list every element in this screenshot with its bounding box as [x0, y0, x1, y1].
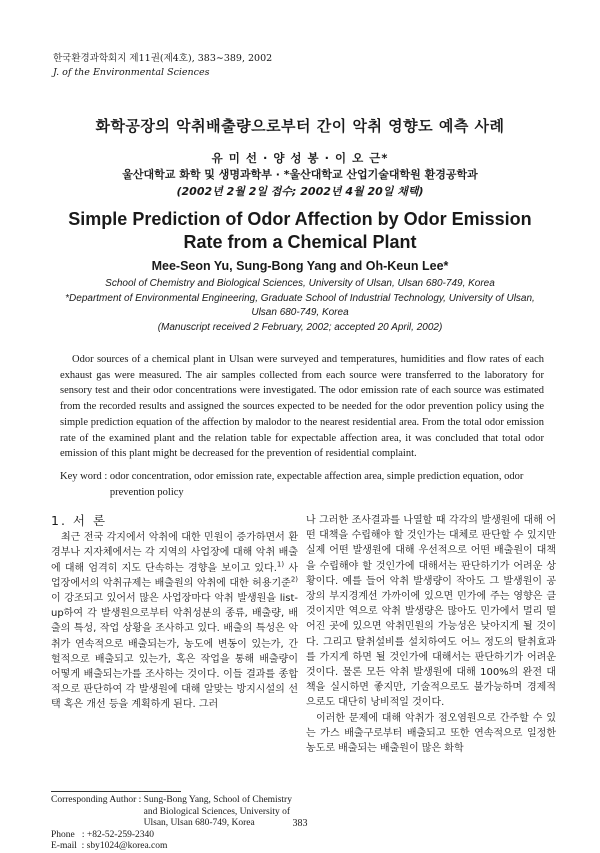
corr-author-text: Sung-Bong Yang, School of Chemistry and Biological Sciences, University of Ulsan, Ulsan 680-749, Korea [143, 795, 292, 828]
english-title-line2: Rate from a Chemical Plant [183, 232, 417, 252]
journal-citation-ko: 한국환경과학회지 제11권(제4호), 383∼389, 2002 [53, 53, 273, 64]
keywords-text: odor concentration, odor emission rate, expectable affection area, simple prediction equation, odor prevention policy [109, 471, 524, 498]
english-title [0, 208, 600, 254]
affiliation-line3: Ulsan 680-749, Korea [251, 307, 349, 319]
phone-number: +82-52-259-2340 [86, 829, 154, 840]
korean-affiliation: 울산대학교 화학 및 생명과학부 · *울산대학교 산업기술대학원 환경공학과 [122, 168, 478, 181]
footnote-divider [51, 791, 181, 792]
journal-name-en: J. of the Environmental Sciences [53, 67, 210, 78]
right-column [306, 513, 556, 756]
affiliation-line1: School of Chemistry and Biological Sciences, University of Ulsan, Ulsan 680-749, Korea [105, 278, 495, 289]
section-heading: 1. 서 론 [51, 513, 108, 528]
citation-2: 2) [290, 575, 298, 584]
keywords-label: Key word : [60, 471, 110, 482]
korean-authors: 유 미 선 · 양 성 봉 · 이 오 근* [211, 151, 389, 165]
left-column [51, 513, 298, 713]
intro-paragraph-2: 이러한 문제에 대해 악취가 점오염원으로 간주할 수 있는 가스 배출구로부터 배출되고 또한 연속적으로 일정한 농도로 배출되는 배출원이 많은 화학 [306, 712, 556, 755]
email-address: sby1024@korea.com [86, 841, 168, 851]
affiliation-line2: *Department of Environmental Engineering, Graduate School of Industrial Technology, University of Ulsan, [65, 292, 535, 304]
citation-1: 1) [276, 560, 285, 569]
english-title-line1: Simple Prediction of Odor Affection by Odor Emission [68, 209, 532, 229]
manuscript-dates: (Manuscript received 2 February, 2002; accepted 20 April, 2002) [157, 321, 443, 333]
intro-text-b: 사업장에서의 악취규제는 배출원의 악취에 대한 허용기준 [51, 562, 298, 589]
page-number: 383 [292, 818, 308, 829]
keywords [60, 469, 544, 500]
corr-author-label: Corresponding Author : [51, 795, 144, 805]
intro-continuation: 나 그러한 조사결과를 나열할 때 각각의 발생원에 대해 어떤 대책을 수립해야 할 것인가는 대체로 판단할 수 있지만 실제 어떤 발생원에 대해 우선적으로 어떤 배출원이 대책을 수립해야 할 것인가에 대해서는 판단하기가 어려운 상황이다. 예를 들어 악취 발생량이 작아도 그 발생원이 공장의 부지경계선 가까이에 있으면 민가에 주는 영향은 클 것이지만 역으로 악취 발생량은 많아도 민가에서 멀리 떨어진 곳에 있으면 악취민원의 가능성은 낮아지게 될 것이다. 그리고 탈취설비를 설치하여도 어느 정도의 탈취효과를 가지게 하면 될 것인가에 대해서는 판단하기가 어려운 것이다. 물론 모든 악취 발생원에 대해 100%의 완전 대책을 실시하면 좋지만, 기술적으로도 불가능하며 경제적으로도 대단히 낭비적일 것이다. [306, 515, 556, 709]
abstract: Odor sources of a chemical plant in Ulsan were surveyed and temperatures, humidities and flow rates of each exhaust gas were measured. The air samples collected from each source were transferred to the laboratory for sensory test and their odor concentrations were investigated. The odor emission rate of each source was estimated from the recorded results and assigned the sources expected to be needed for the odor prevention policy using the simple prediction equation of the affection by malodor to the nearest residential area. From the total odor emission rate of the examined plant and the relation table for expectable affection area, it was concluded that total odor emission of this plant might be decreased for the prevention of residential complaint. [60, 354, 544, 460]
english-affiliation [40, 277, 560, 335]
english-authors: Mee-Seon Yu, Sung-Bong Yang and Oh-Keun Lee* [151, 259, 449, 273]
email-label: E-mail : [51, 841, 87, 851]
phone-label: Phone : [51, 829, 87, 840]
journal-header [53, 52, 272, 80]
intro-text-a: 최근 전국 각지에서 악취에 대한 민원이 증가하면서 환경부나 지자체에서는 각 지역의 사업장에 대해 악취 배출에 대해 엄격히 지도 단속하는 경향을 보이고 있다. [51, 532, 298, 574]
intro-paragraph-1 [51, 530, 298, 712]
korean-dates: (2002년 2월 2일 접수; 2002년 4월 20일 채택) [176, 185, 424, 198]
korean-title: 화학공장의 악취배출량으로부터 간이 악취 영향도 예측 사례 [95, 117, 505, 135]
intro-text-c: 이 강조되고 있어서 많은 사업장마다 악취 발생원을 list-up하여 각 발생원으로부터 악취성분의 종류, 배출량, 배출의 특성, 작업 상황을 조사하고 있다. 배출의 특성은 악취가 연속적으로 배출되는가, 농도에 변동이 있는가, 간헐적으로 배출되고 있는가, 혹은 작업을 통해 배출량이 어떻게 배출되는가를 조사하는 것이다. 이들 결과를 종합적으로 판단하여 각 발생원에 대해 알맞는 방지시설의 선택 혹은 개선 등을 계획하게 된다. 그러 [51, 593, 298, 711]
